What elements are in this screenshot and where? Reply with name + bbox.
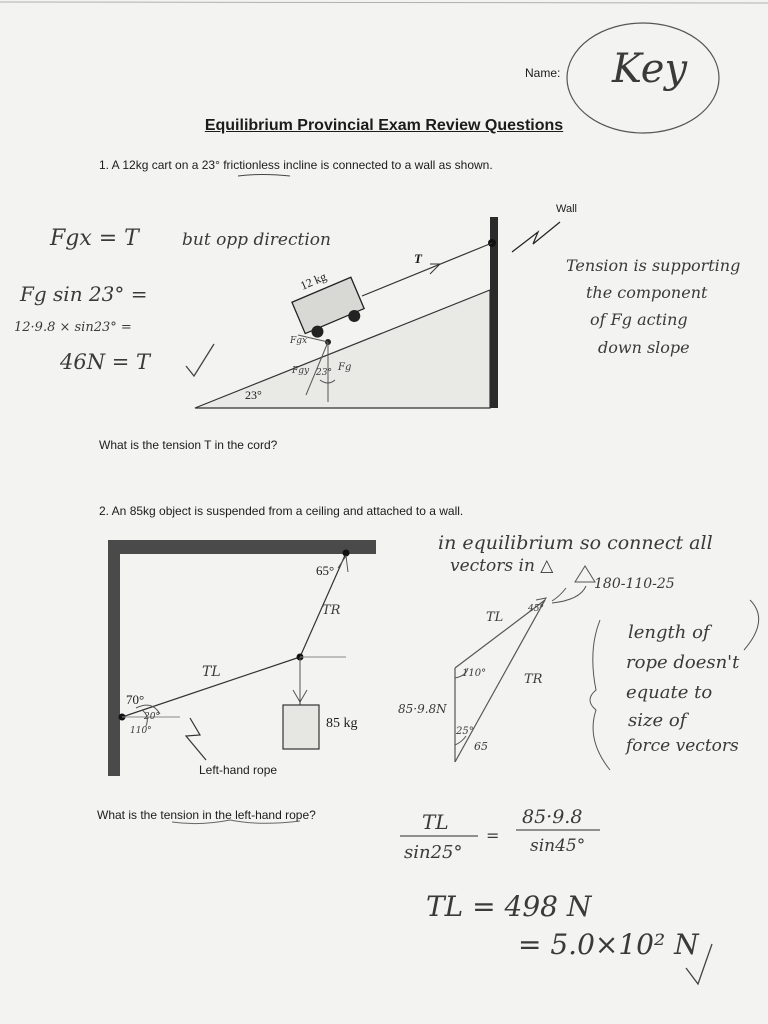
angle-mark: 23° — [316, 368, 332, 378]
wall-label: Wall — [556, 203, 577, 215]
mass-block — [283, 705, 319, 749]
result-5e2n: = 5.0×10² N — [518, 928, 699, 961]
eq-num-right: 85·9.8 — [522, 806, 583, 828]
hw-equilibrium-2: vectors in △ — [450, 556, 554, 576]
left-hand-rope-label: Left-hand rope — [199, 763, 278, 777]
hw-opp-direction: but opp direction — [182, 230, 331, 250]
hw-note-1: Tension is supporting — [566, 256, 741, 275]
mass-85kg: 85 kg — [326, 716, 358, 731]
hw-side-3: equate to — [626, 682, 713, 703]
tri-110: 110° — [462, 668, 487, 679]
tri-tr: TR — [524, 672, 543, 687]
a20-mark: 20° — [144, 712, 160, 722]
hw-equilibrium-1: in equilibrium so connect all — [438, 532, 713, 554]
tl-mark: TL — [202, 664, 221, 680]
q2-question: What is the tension in the left-hand rope? — [97, 808, 316, 822]
hw-calc: 12·9.8 × sin23° = — [14, 320, 132, 335]
hw-fgx-eq: Fgx = T — [50, 226, 139, 251]
eq-equals: = — [486, 826, 500, 845]
hw-side-1: length of — [628, 622, 710, 643]
tri-weight: 85·9.8N — [398, 702, 447, 716]
ceiling — [108, 540, 376, 554]
cart-mass-label: 12 kg — [298, 269, 329, 293]
hw-note-2: the component — [586, 283, 708, 302]
tension-label: T — [414, 251, 422, 266]
fgx-mark: Fgx — [290, 336, 308, 346]
hw-side-2: rope doesn't — [626, 652, 740, 673]
eq-num-left: TL — [422, 810, 449, 834]
fg-mark: Fg — [338, 362, 352, 373]
tri-65: 65 — [474, 740, 488, 753]
angle-70: 70° — [126, 692, 145, 707]
fgy-mark: Fgy — [292, 366, 310, 376]
angle-65: 65° — [316, 563, 335, 578]
hw-side-5: force vectors — [626, 736, 739, 756]
name-label: Name: — [525, 66, 561, 80]
q1-question: What is the tension T in the cord? — [99, 438, 278, 452]
tri-45: 45° — [528, 604, 544, 614]
page-title: Equilibrium Provincial Exam Review Questions — [204, 117, 564, 134]
q2-statement: 2. An 85kg object is suspended from a ceiling and attached to a wall. — [99, 504, 464, 518]
tr-mark: TR — [322, 603, 341, 618]
a110-mark: 110° — [130, 726, 152, 736]
tri-tl: TL — [486, 610, 504, 625]
hw-fg-sin: Fg sin 23° = — [20, 282, 148, 306]
result-498n: TL = 498 N — [426, 890, 592, 923]
eq-den-right: sin45° — [530, 836, 586, 856]
left-wall — [108, 540, 120, 776]
incline-angle-label: 23° — [245, 388, 262, 402]
hw-angle-calc: 180-110-25 — [594, 576, 675, 592]
tri-25: 25° — [456, 726, 474, 737]
hw-note-3: of Fg acting — [590, 310, 688, 329]
q1-statement: 1. A 12kg cart on a 23° frictionless incline is connected to a wall as shown. — [99, 158, 493, 172]
hw-answer-46n: 46N = T — [60, 350, 151, 374]
hw-side-4: size of — [628, 710, 687, 731]
hw-note-4: down slope — [598, 338, 690, 357]
key-handwriting: Key — [612, 46, 688, 92]
eq-den-left: sin25° — [404, 842, 463, 863]
